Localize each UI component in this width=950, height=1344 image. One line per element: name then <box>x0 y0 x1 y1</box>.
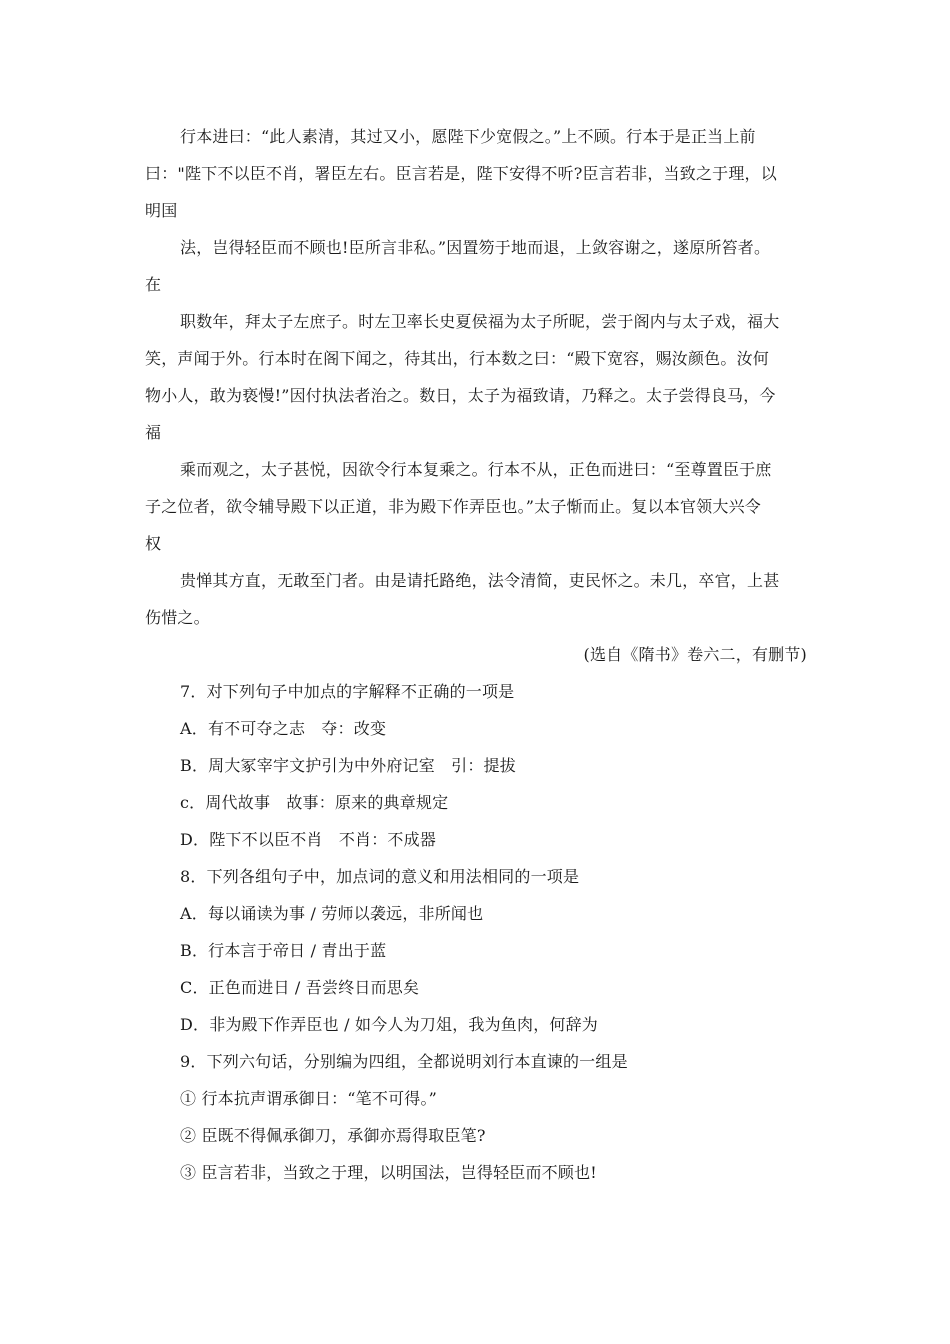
passage-line: 明国 <box>145 201 178 220</box>
question-8-option-d: D．非为殿下作弄臣也 / 如今人为刀俎，我为鱼肉，何辞为 <box>180 1015 598 1034</box>
passage-line: 行本进曰：“此人素清，其过又小，愿陛下少宽假之。”上不顾。行本于是正当上前 <box>180 127 756 146</box>
question-8-option-c: C．正色而进日 / 吾尝终日而思矣 <box>180 978 420 997</box>
source-citation: (选自《隋书》卷六二，有删节) <box>583 645 807 664</box>
question-7-option-b: B．周大冢宰宇文护引为中外府记室 引：提拔 <box>180 756 516 775</box>
question-stem-8: 8．下列各组句子中，加点词的意义和用法相同的一项是 <box>180 867 580 886</box>
question-7-option-c: c．周代故事 故事：原来的典章规定 <box>180 793 449 812</box>
passage-line: 贵惮其方直，无敢至门者。由是请托路绝，法令清简，吏民怀之。未几，卒官，上甚 <box>180 571 780 590</box>
passage-line: 笑，声闻于外。行本时在阁下闻之，待其出，行本数之曰：“殿下宽容，赐汝颜色。汝何 <box>145 349 769 368</box>
question-8-option-b: B．行本言于帝日 / 青出于蓝 <box>180 941 387 960</box>
passage-line: 在 <box>145 275 162 294</box>
question-8-option-a: A．每以诵读为事 / 劳师以袭远，非所闻也 <box>180 904 484 923</box>
document-page <box>145 118 807 1191</box>
passage-line: 职数年，拜太子左庶子。时左卫率长史夏侯福为太子所昵，尝于阁内与太子戏，福大 <box>180 312 780 331</box>
question-9-sentence-2: ② 臣既不得佩承御刀，承御亦焉得取臣笔? <box>180 1126 486 1145</box>
passage-line: 子之位者，欲令辅导殿下以正道，非为殿下作弄臣也。”太子惭而止。复以本官领大兴令 <box>145 497 761 516</box>
question-7-option-d: D．陛下不以臣不肖 不肖：不成器 <box>180 830 437 849</box>
passage-line: 乘而观之，太子甚悦，因欲令行本复乘之。行本不从，正色而进曰：“至尊置臣于庶 <box>180 460 772 479</box>
question-stem-9: 9．下列六句话，分别编为四组，全都说明刘行本直谏的一组是 <box>180 1052 628 1071</box>
passage-line: 福 <box>145 423 162 442</box>
question-9-sentence-1: ① 行本抗声谓承御日：“笔不可得。” <box>180 1089 438 1108</box>
question-9-sentence-3: ③ 臣言若非，当致之于理，以明国法，岂得轻臣而不顾也! <box>180 1163 597 1182</box>
passage-line: 伤惜之。 <box>145 608 210 627</box>
question-stem-7: 7．对下列句子中加点的字解释不正确的一项是 <box>180 682 515 701</box>
passage-line: 曰："陛下不以臣不肖，署臣左右。臣言若是，陛下安得不听?臣言若非，当致之于理，以 <box>145 164 777 183</box>
passage-line: 权 <box>145 534 162 553</box>
passage-line: 法，岂得轻臣而不顾也!臣所言非私。”因置笏于地而退，上敛容谢之，遂原所笞者。 <box>180 238 771 257</box>
passage-line: 物小人，敢为亵慢!”因付执法者治之。数日，太子为福致请，乃释之。太子尝得良马，今 <box>145 386 776 405</box>
question-7-option-a: A．有不可夺之志 夺：改变 <box>180 719 387 738</box>
